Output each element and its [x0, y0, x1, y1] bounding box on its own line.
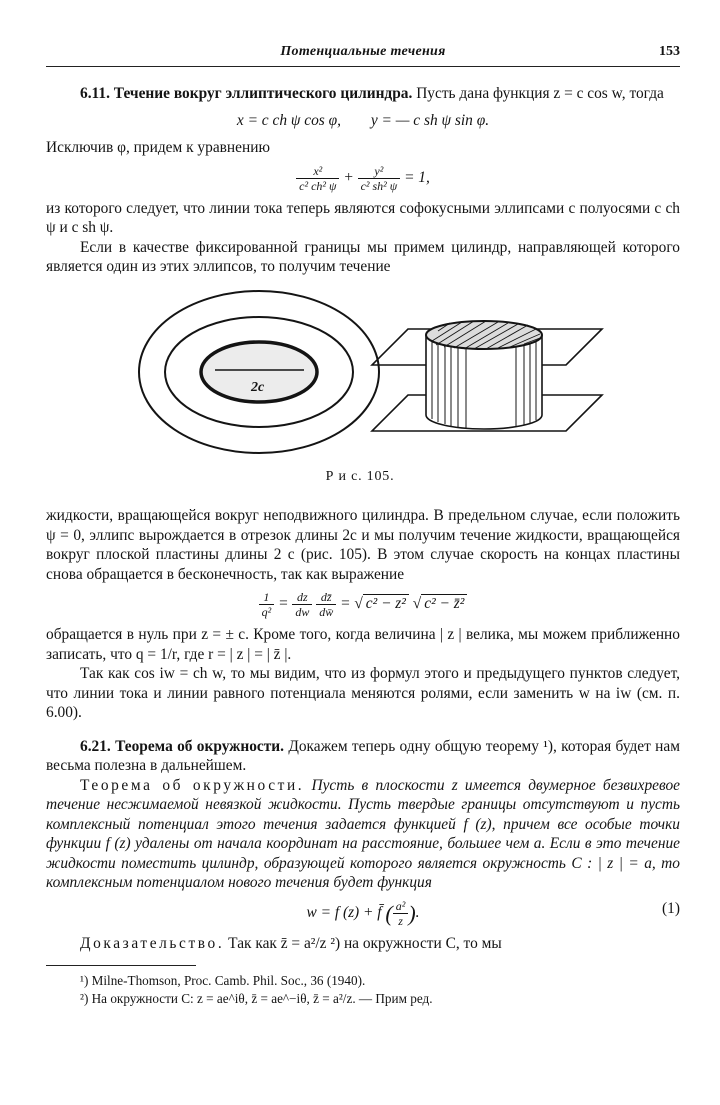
figure-caption: Р и с. 105. [325, 468, 395, 484]
footnote-2: ²) На окружности C: z = ae^iθ, z̄ = ae^−iθ, z̄ = a²/z. — Прим ред. [80, 991, 433, 1006]
paragraph-roles-swap: Так как cos iw = ch w, то мы видим, что из формул этого и предыдущего пунктов следует, что линии тока и линии равного потенциала меняются ролями, если заменить w на iw (см. п. 6.00). [46, 665, 680, 721]
frac-dz-dw [292, 590, 312, 619]
frac-1-den: q² [261, 605, 272, 619]
figure-105-drawing [46, 287, 680, 463]
page-body [46, 84, 680, 1008]
ellipse-den-1: c² ch² ψ [299, 178, 337, 193]
theorem-label: Теорема об окружности. [80, 776, 305, 794]
ellipse-den-2: c² sh² ψ [360, 178, 398, 193]
ellipse-frac-1 [296, 164, 339, 193]
paragraph-confocal: из которого следует, что линии тока теперь являются софокусными эллипсами с полуосями c ch ψ и c sh ψ. [46, 199, 680, 236]
figure-label-2c: 2c [251, 379, 265, 395]
paragraph-zero-at-ends: обращается в нуль при z = ± c. Кроме того, когда величина | z | велика, мы можем приближенно записать, что q = 1/r, где r = | z | = | z̄ |. [46, 626, 680, 663]
proof-label: Доказательство. [80, 934, 225, 952]
section-611-intro [46, 84, 680, 104]
running-header [46, 44, 680, 67]
ellipse-equation [46, 164, 680, 193]
paragraph-rotating-fluid: жидкости, вращающейся вокруг неподвижного цилиндра. В предельном случае, если положить ψ = 0, эллипс вырождается в отрезок длины 2c и мы получим течение жидкости, вращающейся вокруг плоской пластины длины 2 c (рис. 105). В этом случае скорость на концах пластины снова обращается в бесконечность, так как выражение [46, 507, 680, 583]
ellipse-frac-2 [358, 164, 401, 193]
sqrt-1-radicand: c² − z² [363, 594, 409, 612]
cylinder-body [426, 321, 542, 429]
ellipse-num-2: y² [358, 164, 401, 179]
page-number: 153 [659, 44, 680, 59]
velocity-expression [46, 590, 680, 619]
paragraph-boundary: Если в качестве фиксированной границы мы примем цилиндр, направляющей которого является один из этих эллипсов, то получим течение [46, 238, 680, 275]
section-611-intro-text: Пусть дана функция z = c cos w, тогда [416, 85, 664, 102]
theorem-eq-lhs: w = f (z) + f̄ [306, 903, 382, 921]
section-621-intro [46, 737, 680, 776]
ellipse-num-1: x² [296, 164, 339, 179]
frac-dz-num: dz [292, 590, 312, 605]
frac-dzbar-num: dz̄ [316, 590, 336, 605]
running-title: Потенциальные течения [280, 44, 446, 59]
theorem-eq-num: a² [393, 899, 409, 914]
sqrt-2: √ c² − z̄² [413, 594, 468, 614]
eq-equals-2: = [340, 595, 351, 613]
equation-y: y = — c sh ψ sin φ. [370, 111, 490, 129]
footnote-1: ¹) Milne-Thomson, Proc. Camb. Phil. Soc., 36 (1940). [80, 973, 366, 988]
frac-dz-den: dw [295, 605, 310, 619]
ellipse-rhs: = 1, [404, 168, 430, 186]
theorem-eq-frac [393, 899, 409, 928]
frac-dzbar-den: dw̄ [319, 605, 334, 619]
sqrt-2-radicand: c² − z̄² [421, 594, 467, 612]
theorem-equation: w = f (z) + f̄ ( $\frac{\text{a²}}{z}$ ). (1) [306, 898, 680, 928]
section-611-heading: 6.11. Течение вокруг эллиптического цилиндра. [80, 85, 413, 102]
figure-105 [46, 287, 680, 463]
ellipse-plus: + [343, 168, 354, 186]
equation-x: x = c ch ψ cos φ, [236, 111, 341, 129]
theorem-statement [46, 776, 680, 893]
frac-dzbar-dwbar [316, 590, 336, 619]
frac-1-num: 1 [259, 590, 275, 605]
theorem-text: Пусть в плоскости z имеется двумерное безвихревое течение несжимаемой невязкой жидкости. Пусть твердые границы отсутствуют и пусть комплексный потенциал этого течения задается функцией f (z), причем все особые точки функции f (z) удалены от начала координат на расстояние, большее чем a. Если в это течение жидкости поместить цилиндр, образующей которого является окружность C : | z | = a, то комплексным потенциалом нового течения будет функция [46, 776, 680, 891]
section-621-intro-text: Докажем теперь одну общую теорему ¹), которая будет нам весьма полезна в дальнейшем. [46, 737, 680, 774]
frac-1-q2 [259, 590, 275, 619]
exclusion-text: Исключив φ, придем к уравнению [46, 139, 270, 156]
footnote-rule [46, 965, 196, 966]
theorem-eq-den: z [398, 913, 403, 928]
equation-number: (1) [662, 899, 680, 917]
sqrt-1: √ c² − z² [354, 594, 409, 614]
eq-equals-1: = [278, 595, 289, 613]
equation-xy [46, 111, 680, 131]
proof-start [46, 934, 680, 954]
section-621-heading: 6.21. Теорема об окружности. [80, 737, 285, 755]
proof-text: Так как z̄ = a²/z ²) на окружности C, то мы [228, 934, 502, 952]
